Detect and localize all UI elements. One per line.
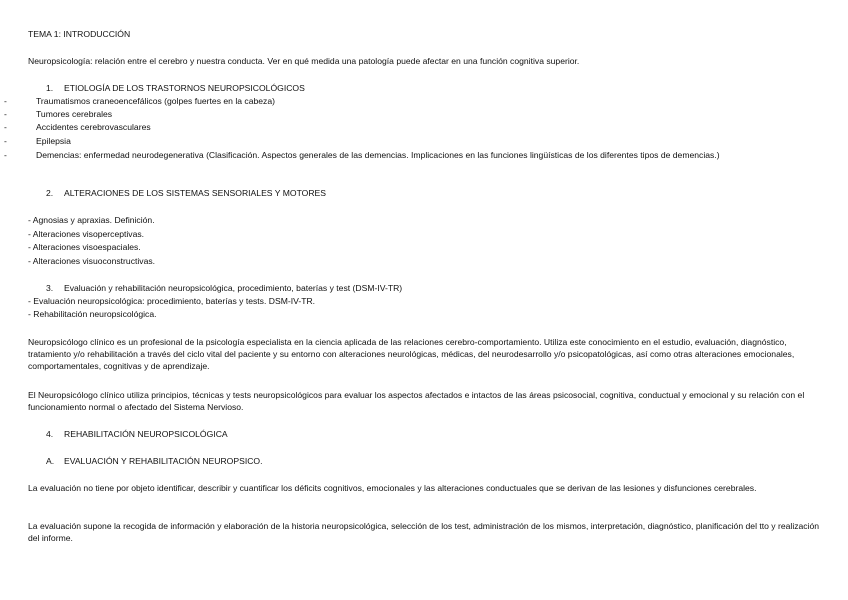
section-2-number: 2. [46, 188, 54, 198]
list-item-text: Accidentes cerebrovasculares [36, 122, 151, 132]
bullet-marker: - [4, 150, 7, 160]
bullet-marker: - [4, 136, 7, 146]
section-1-number: 1. [46, 83, 54, 93]
section-2-heading [46, 187, 326, 199]
list-item: - Alteraciones visoperceptivas. [28, 229, 145, 239]
clinical-neuropsychologist-paragraph: Neuropsicólogo clínico es un profesional de la psicología especialista en la ciencia aplicada de las relaciones cerebro-comportamiento. Utiliza este conocimiento en el estudio, evaluación, diagnóstico, tratamiento y/o rehabilitación a través del ciclo vital del paciente y su entorno con alteraciones neurológicas, médicas, del neurodesarrollo y/o psicopatológicas, así como otras alteraciones emocionales, comportamentales, cognitivas y de aprendizaje. [28, 337, 795, 372]
section-4-heading [46, 428, 228, 440]
section-a-heading [46, 455, 263, 467]
section-a-title: EVALUACIÓN Y REHABILITACIÓN NEUROPSICO. [64, 456, 263, 466]
section-1-title: ETIOLOGÍA DE LOS TRASTORNOS NEUROPSICOLÓGICOS [64, 83, 305, 93]
list-item: - Rehabilitación neuropsicológica. [28, 309, 157, 319]
list-item [0, 135, 848, 147]
list-item: - Alteraciones visuoconstructivas. [28, 256, 156, 266]
list-item: - Alteraciones visoespaciales. [28, 242, 141, 252]
section-3-number: 3. [46, 283, 54, 293]
list-item [0, 121, 848, 133]
list-item: - Evaluación neuropsicológica: procedimiento, baterías y tests. DSM-IV-TR. [28, 296, 316, 306]
section-4-number: 4. [46, 429, 54, 439]
clinical-neuropsychologist-methods-paragraph: El Neuropsicólogo clínico utiliza principios, técnicas y tests neuropsicológicos para evaluar los aspectos afectados e intactos de las áreas psicosocial, cognitiva, conductual y emocional y su relación con el funcionamiento normal o afectado del Sistema Nervioso. [28, 390, 805, 413]
list-item-text: Traumatismos craneoencefálicos (golpes fuertes en la cabeza) [36, 96, 275, 106]
section-a-number: A. [46, 456, 55, 466]
evaluation-purpose-paragraph: La evaluación no tiene por objeto identificar, describir y cuantificar los déficits cognitivos, emocionales y las alteraciones conductuales que se derivan de las lesiones y disfunciones cerebrales. [28, 483, 757, 493]
list-item: - Agnosias y apraxias. Definición. [28, 215, 155, 225]
list-item [0, 95, 848, 107]
intro-text: Neuropsicología: relación entre el cerebro y nuestra conducta. Ver en qué medida una patología puede afectar en una función cognitiva superior. [28, 56, 580, 66]
list-item [0, 108, 848, 120]
bullet-marker: - [4, 96, 7, 106]
document-title: TEMA 1: INTRODUCCIÓN [28, 29, 131, 39]
list-item-text: Tumores cerebrales [36, 109, 113, 119]
bullet-marker: - [4, 109, 7, 119]
list-item [0, 149, 848, 175]
evaluation-process-paragraph: La evaluación supone la recogida de información y elaboración de la historia neuropsicológica, selección de los test, administración de los mismos, interpretación, diagnóstico, planificación del tto y realización del informe. [28, 521, 820, 544]
section-1-heading [46, 82, 305, 94]
section-4-title: REHABILITACIÓN NEUROPSICOLÓGICA [64, 429, 228, 439]
section-3-title: Evaluación y rehabilitación neuropsicológica, procedimiento, baterías y test (DSM-IV-TR) [64, 283, 403, 293]
section-2-title: ALTERACIONES DE LOS SISTEMAS SENSORIALES Y MOTORES [64, 188, 327, 198]
section-3-heading [46, 282, 402, 294]
bullet-marker: - [4, 122, 7, 132]
list-item-text: Epilepsia [36, 136, 71, 146]
list-item-text: Demencias: enfermedad neurodegenerativa (Clasificación. Aspectos generales de las demencias. Implicaciones en las funciones lingüísticas de los diferentes tipos de demencias.) [36, 150, 720, 160]
